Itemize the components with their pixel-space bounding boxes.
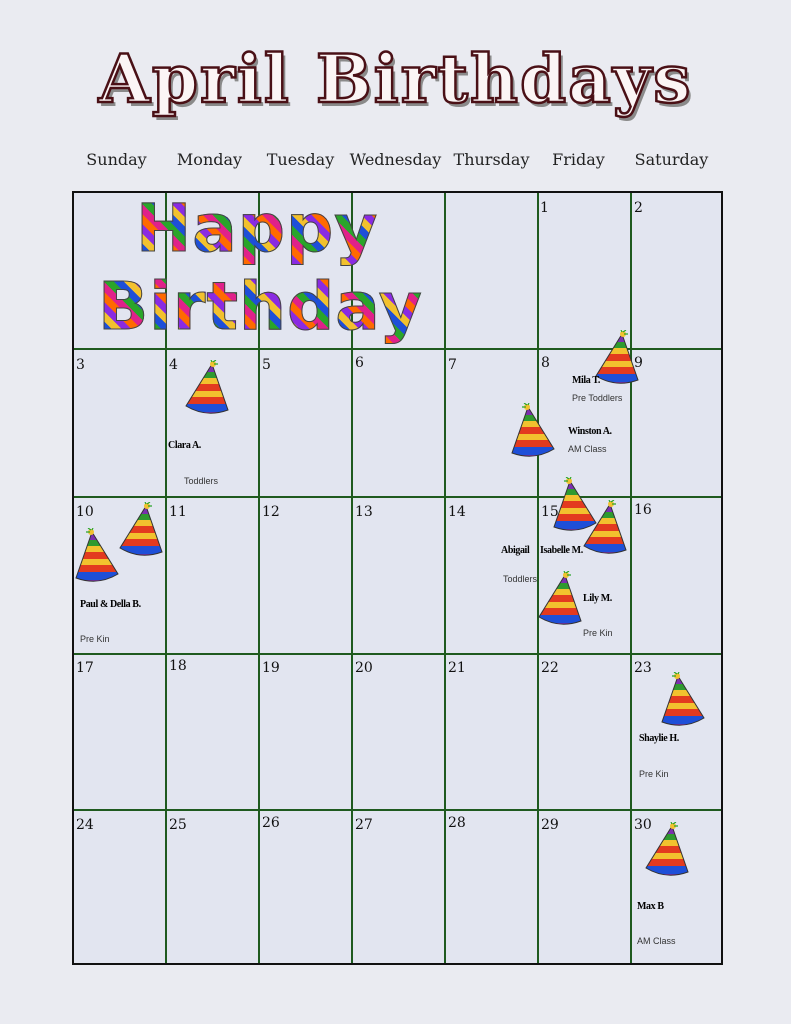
day-number: 25	[169, 817, 187, 833]
birthday-name: Shaylie H.	[639, 733, 679, 744]
birthday-name: Mila T.	[572, 375, 600, 386]
day-number: 23	[634, 660, 652, 676]
party-hat-icon	[510, 403, 558, 461]
day-number: 3	[76, 357, 85, 373]
day-number: 8	[541, 355, 550, 371]
day-number: 21	[448, 660, 466, 676]
birthday-banner-text: Birthday	[98, 268, 423, 345]
birthday-name: Clara A.	[168, 440, 201, 451]
party-hat-icon	[660, 672, 708, 730]
weekday-thursday: Thursday	[453, 150, 530, 169]
day-number: 17	[76, 660, 94, 676]
weekday-saturday: Saturday	[634, 150, 709, 169]
page-title: April Birthdays	[98, 40, 693, 118]
day-number: 19	[262, 660, 280, 676]
day-number: 13	[355, 504, 373, 520]
party-hat-icon	[535, 571, 583, 629]
party-hat-icon	[642, 822, 690, 880]
day-number: 18	[169, 658, 187, 674]
grid-divider	[74, 496, 721, 498]
weekday-monday: Monday	[176, 150, 243, 169]
birthday-class: Toddlers	[503, 574, 538, 584]
party-hat-icon	[74, 528, 122, 586]
weekday-sunday: Sunday	[86, 150, 147, 169]
day-number: 28	[448, 815, 466, 831]
weekday-tuesday: Tuesday	[266, 150, 335, 169]
grid-divider	[630, 193, 632, 963]
birthday-class: Toddlers	[184, 476, 219, 486]
birthday-name: Winston A.	[568, 426, 612, 437]
grid-divider	[444, 193, 446, 963]
weekday-wednesday: Wednesday	[349, 150, 442, 169]
day-number: 24	[76, 817, 94, 833]
day-number: 5	[262, 357, 271, 373]
birthday-class: AM Class	[637, 936, 676, 946]
day-number: 29	[541, 817, 559, 833]
day-number: 14	[448, 504, 466, 520]
birthday-class: Pre Kin	[80, 634, 110, 644]
birthday-name: Lily M.	[583, 593, 612, 604]
birthday-name: Paul & Della B.	[80, 599, 141, 610]
day-number: 1	[540, 200, 549, 216]
day-number: 12	[262, 504, 280, 520]
day-number: 4	[169, 357, 178, 373]
day-number: 20	[355, 660, 373, 676]
birthday-name: Max B	[637, 901, 664, 912]
day-number: 10	[76, 504, 94, 520]
grid-divider	[74, 809, 721, 811]
day-number: 6	[355, 355, 364, 371]
day-number: 2	[634, 200, 643, 216]
party-hat-icon	[116, 502, 164, 560]
day-number: 9	[634, 355, 643, 371]
happy-banner-text: Happy	[136, 190, 379, 267]
birthday-class: AM Class	[568, 444, 607, 454]
birthday-class: Pre Kin	[583, 628, 613, 638]
day-number: 26	[262, 815, 280, 831]
birthday-name: Isabelle M.	[540, 545, 583, 556]
birthday-class: Pre Toddlers	[572, 393, 623, 403]
party-hat-icon	[182, 360, 230, 418]
party-hat-icon	[580, 500, 628, 558]
day-number: 11	[169, 504, 187, 520]
day-number: 7	[448, 357, 457, 373]
birthday-class: Pre Kin	[639, 769, 669, 779]
day-number: 16	[634, 502, 652, 518]
grid-divider	[74, 653, 721, 655]
day-number: 22	[541, 660, 559, 676]
weekday-friday: Friday	[552, 150, 605, 169]
day-number: 27	[355, 817, 373, 833]
day-number: 30	[634, 817, 652, 833]
day-number: 15	[541, 504, 559, 520]
birthday-name: Abigail	[501, 545, 530, 556]
